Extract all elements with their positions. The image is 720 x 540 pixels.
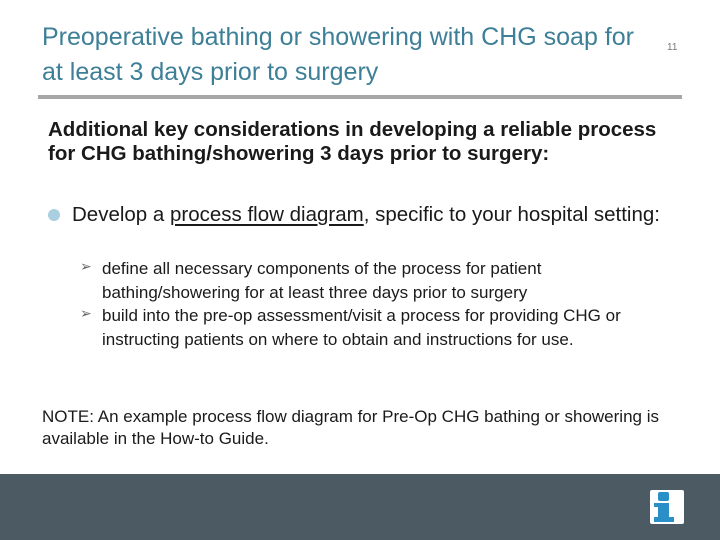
arrow-bullet-icon: ➢ (80, 258, 92, 274)
note-text (42, 406, 682, 450)
note-body: : An example process flow diagram for Pre-Op CHG bathing or showering is available in the How-to Guide. (42, 407, 659, 448)
info-i-icon (650, 490, 684, 524)
title-divider (38, 95, 682, 99)
list-item (80, 257, 670, 304)
intro-text: Additional key considerations in developing a reliable process for CHG bathing/showering 3 days prior to surgery: (48, 118, 657, 165)
list-item (80, 304, 670, 351)
process-flow-diagram-link[interactable]: process flow diagram (170, 203, 364, 226)
note-label: NOTE (42, 407, 90, 426)
arrow-bullet-icon: ➢ (80, 305, 92, 321)
sub-bullet-list (80, 257, 670, 351)
bullet-dot-icon (48, 209, 60, 221)
bullet-suffix: , specific to your hospital setting: (363, 203, 660, 226)
slide-number: 11 (667, 42, 678, 53)
sub-item-text: build into the pre-op assessment/visit a process for providing CHG or instructing patients on where to obtain and instructions for use. (102, 306, 621, 349)
footer-bar (0, 474, 720, 540)
main-bullet-text (72, 202, 688, 228)
slide-title: Preoperative bathing or showering with CHG soap for at least 3 days prior to surgery (42, 23, 634, 86)
bullet-prefix: Develop a (72, 203, 171, 226)
sub-item-text: define all necessary components of the process for patient bathing/showering for at least three days prior to surgery (102, 259, 542, 302)
